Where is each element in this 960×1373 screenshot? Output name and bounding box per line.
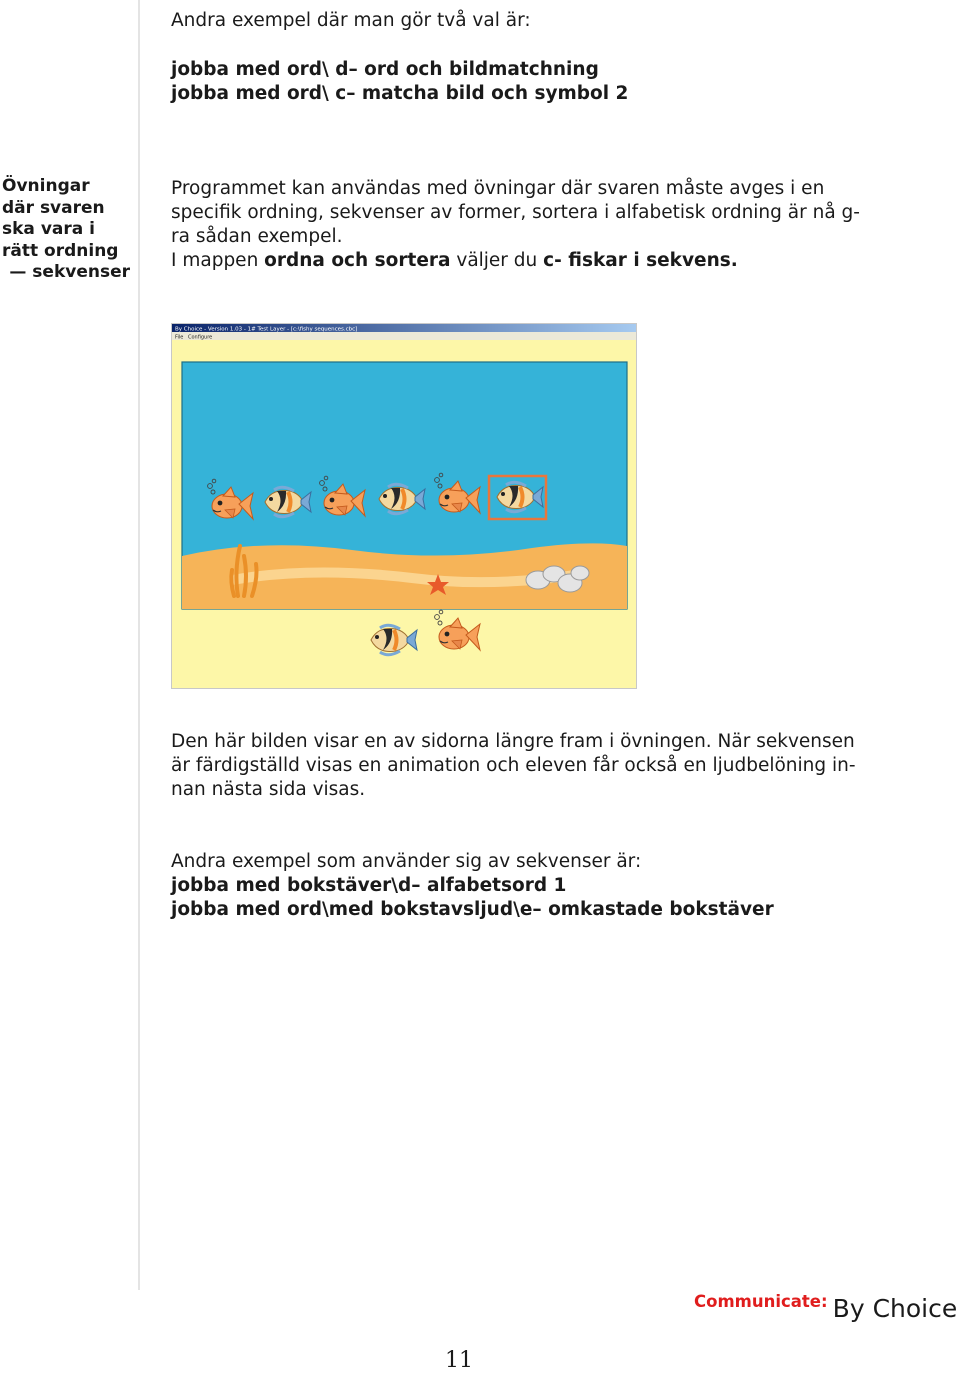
margin-heading-line: rätt ordning — [2, 240, 119, 261]
intro-heading: Andra exempel där man gör två val är: — [171, 10, 531, 31]
description-line: specifik ordning, sekvenser av former, sortera i alfabetisk ordning är nå g- — [171, 202, 860, 223]
description-paragraph — [171, 177, 911, 273]
margin-divider — [138, 0, 140, 1290]
description-text: väljer du — [450, 250, 544, 271]
margin-heading — [2, 176, 130, 284]
caption-line: nan nästa sida visas. — [171, 779, 366, 800]
margin-heading-line: Övningar — [2, 176, 90, 196]
description-last-line — [171, 249, 911, 273]
description-line: Programmet kan användas med övningar där svaren måste avges i en — [171, 178, 825, 199]
window-title: By Choice - Version 1.03 - 1# Test Layer - [c:\fishy sequences.cbc] — [175, 326, 358, 333]
intro-item-1: jobba med ord\ d– ord och bildmatchning — [171, 59, 599, 80]
menu-configure[interactable]: Configure — [188, 334, 213, 341]
outro-item-1: jobba med bokstäver\d– alfabetsord 1 — [171, 875, 567, 896]
margin-heading-line: där svaren — [2, 197, 105, 218]
description-text: I mappen — [171, 250, 265, 271]
outro-heading: Andra exempel som använder sig av sekvenser är: — [171, 851, 642, 872]
app-screenshot — [171, 323, 637, 689]
brand-prefix: Communicate: — [694, 1292, 828, 1311]
brand-logo — [694, 1292, 957, 1321]
description-line: ra sådan exempel. — [171, 226, 343, 247]
brand-name: By Choice — [832, 1294, 958, 1323]
menu-file[interactable]: File — [175, 334, 184, 341]
exercise-name: c- fiskar i sekvens. — [543, 250, 738, 271]
caption-paragraph — [171, 730, 911, 802]
intro-item-2: jobba med ord\ c– matcha bild och symbol 2 — [171, 83, 629, 104]
page-number: 11 — [445, 1348, 473, 1373]
caption-line: Den här bilden visar en av sidorna längre fram i övningen. När sekvensen — [171, 731, 855, 752]
margin-heading-line: — sekvenser — [9, 262, 130, 282]
folder-name: ordna och sortera — [264, 250, 451, 271]
outro-item-2: jobba med ord\med bokstavsljud\e– omkastade bokstäver — [171, 899, 774, 920]
margin-heading-line: ska vara i — [2, 219, 95, 239]
caption-line: är färdigställd visas en animation och eleven får också en ljudbelöning in- — [171, 755, 856, 776]
